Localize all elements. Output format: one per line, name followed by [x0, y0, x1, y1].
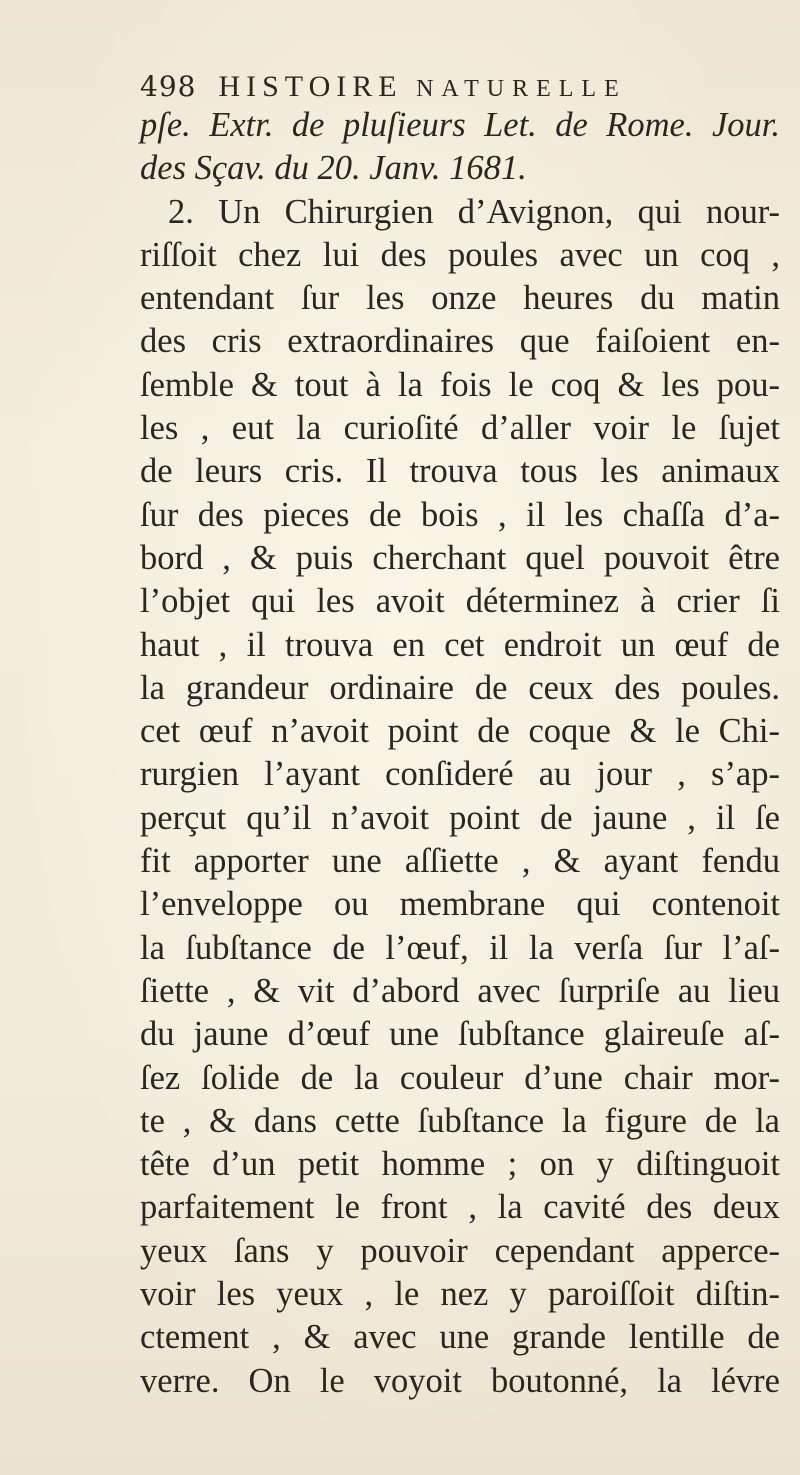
text-line: cet œuf n’avoit point de coque & le Chi- [140, 712, 780, 751]
text-line: rurgien l’ayant conſideré au jour , s’ap- [140, 755, 780, 794]
text-line: ſemble & tout à la fois le coq & les pou- [140, 365, 780, 404]
text-line: perçut qu’il n’avoit point de jaune , il ſe [140, 798, 780, 837]
text-line: bord , & puis cherchant quel pouvoit être [140, 538, 780, 577]
text-line: l’objet qui les avoit déterminez à crier ſi [140, 582, 780, 621]
text-line: des cris extraordinaires que faiſoient en- [140, 322, 780, 361]
text-line: de leurs cris. Il trouva tous les animaux [140, 452, 780, 491]
text-line: verre. On le voyoit boutonné, la lévre [140, 1361, 780, 1400]
text-line: la grandeur ordinaire de ceux des poules. [140, 668, 780, 707]
text-line: l’enveloppe ou membrane qui contenoit [140, 885, 780, 924]
text-line: parfaitement le front , la cavité des deux [140, 1188, 780, 1227]
text-line: ſez ſolide de la couleur d’une chair mor- [140, 1058, 780, 1097]
text-line: la ſubſtance de l’œuf, il la verſa ſur l’aſ- [140, 928, 780, 967]
text-line: yeux ſans y pouvoir cependant apperce- [140, 1231, 780, 1270]
text-line: ſiette , & vit d’abord avec ſurpriſe au lieu [140, 971, 780, 1010]
text-line: du jaune d’œuf une ſubſtance glaireuſe aſ- [140, 1015, 780, 1054]
text-line: te , & dans cette ſubſtance la figure de la [140, 1101, 780, 1140]
text-line: ctement , & avec une grande lentille de [140, 1318, 780, 1357]
text-line: fit apporter une aſſiette , & ayant fendu [140, 842, 780, 881]
text-line: haut , il trouva en cet endroit un œuf de [140, 625, 780, 664]
text-line: entendant ſur les onze heures du matin [140, 279, 780, 318]
text-line: ſur des pieces de bois , il les chaſſa d’a- [140, 495, 780, 534]
text-line: 2. Un Chirurgien d’Avignon, qui nour- [168, 192, 780, 231]
page-number: 498 [140, 70, 197, 103]
text-line: tête d’un petit homme ; on y diſtinguoit [140, 1145, 780, 1184]
text-line: riſſoit chez lui des poules avec un coq , [140, 235, 780, 274]
running-title [218, 70, 626, 104]
body-text [140, 104, 780, 1403]
text-line: voir les yeux , le nez y paroiſſoit diſtin- [140, 1275, 780, 1314]
text-line: des Sçav. du 20. Janv. 1681. [140, 149, 527, 188]
running-title-second-word: NATURELLE [416, 76, 627, 102]
running-title-first-word: HISTOIRE [218, 70, 403, 103]
text-line: pſe. Extr. de pluſieurs Let. de Rome. Jour. [140, 106, 780, 144]
text-line: les , eut la curioſité d’aller voir le ſujet [140, 409, 780, 448]
